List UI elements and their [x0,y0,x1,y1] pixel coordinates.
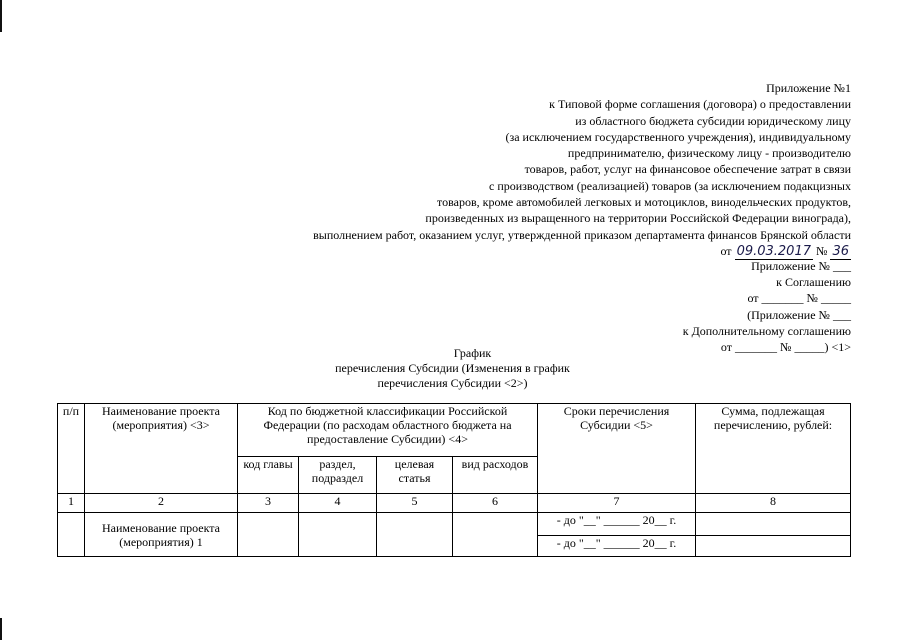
cell-sum [696,513,851,536]
title-line: График [453,346,492,360]
header-terms: Сроки перечисления Субсидии <5> [538,404,696,494]
agreement-line: к Соглашению [776,275,851,290]
header-line: предпринимателю, физическому лицу - производителю [567,146,851,161]
header-line: из областного бюджета субсидии юридическому лицу [575,113,851,128]
agreement-line: от _______ № _____) <1> [720,340,851,355]
header-line: произведенных из выращенного на территории Российской Федерации винограда), [425,211,851,226]
agreement-line: к Дополнительному соглашению [682,323,851,338]
left-edge-mark-top [0,0,2,32]
col-number: 3 [238,494,299,513]
header-sum: Сумма, подлежащая перечислению, рублей: [696,404,851,494]
header-kbk: Код по бюджетной классификации Российской Федерации (по расходам областного бюджета на предоставление Субсидии) <4> [238,404,538,457]
title-line: перечисления Субсидии <2>) [377,376,528,390]
header-kbk-chapter: код главы [238,457,299,494]
column-number-row [58,494,851,513]
col-number: 6 [453,494,538,513]
left-edge-mark-bottom [0,618,2,640]
agreement-line: от _______ № _____ [747,291,851,306]
cell-kbk-chapter [238,513,299,557]
header-project: Наименование проекта (мероприятия) <3> [85,404,238,494]
header-line: к Типовой форме соглашения (договора) о предоставлении [549,97,851,112]
number-prefix: № [816,243,828,258]
order-date-number-line [313,243,851,259]
col-number: 2 [85,494,238,513]
header-line: (за исключением государственного учреждения), индивидуальному [505,129,851,144]
cell-sum [696,536,851,557]
handwritten-date: 09.03.2017 [736,243,811,259]
cell-num [58,513,85,557]
header-line: товаров, работ, услуг на финансовое обеспечение затрат в связи [524,162,851,177]
header-line: с производством (реализацией) товаров (за исключением подакцизных [489,178,851,193]
handwritten-number: 36 [832,243,849,259]
header-kbk-expense-type: вид расходов [453,457,538,494]
header-kbk-section: раздел, подраздел [299,457,377,494]
cell-term: - до "__" ______ 20__ г. [538,536,696,557]
cell-kbk-section [299,513,377,557]
col-number: 8 [696,494,851,513]
header-kbk-target: целевая статья [377,457,453,494]
title-line: перечисления Субсидии (Изменения в график [335,361,570,375]
agreement-line: Приложение № ___ [751,259,851,273]
cell-term: - до "__" ______ 20__ г. [538,513,696,536]
header-num: п/п [58,404,85,494]
date-prefix: от [720,243,732,258]
table-row [58,513,851,536]
cell-kbk-target [377,513,453,557]
header-row [58,404,851,457]
document-title [0,346,905,391]
agreement-line: (Приложение № ___ [747,307,851,322]
col-number: 4 [299,494,377,513]
cell-kbk-expense-type [453,513,538,557]
header-line: Приложение №1 [766,81,851,95]
col-number: 7 [538,494,696,513]
cell-project-name: Наименование проекта (мероприятия) 1 [85,513,238,557]
col-number: 1 [58,494,85,513]
agreement-reference [683,258,851,355]
header-line: выполнением работ, оказанием услуг, утвержденной приказом департамента финансов Брянской области [313,227,851,242]
header-line: товаров, кроме автомобилей легковых и мотоциклов, винодельческих продуктов, [437,195,851,210]
appendix-header [313,80,851,259]
col-number: 5 [377,494,453,513]
subsidy-schedule-table [57,403,851,557]
